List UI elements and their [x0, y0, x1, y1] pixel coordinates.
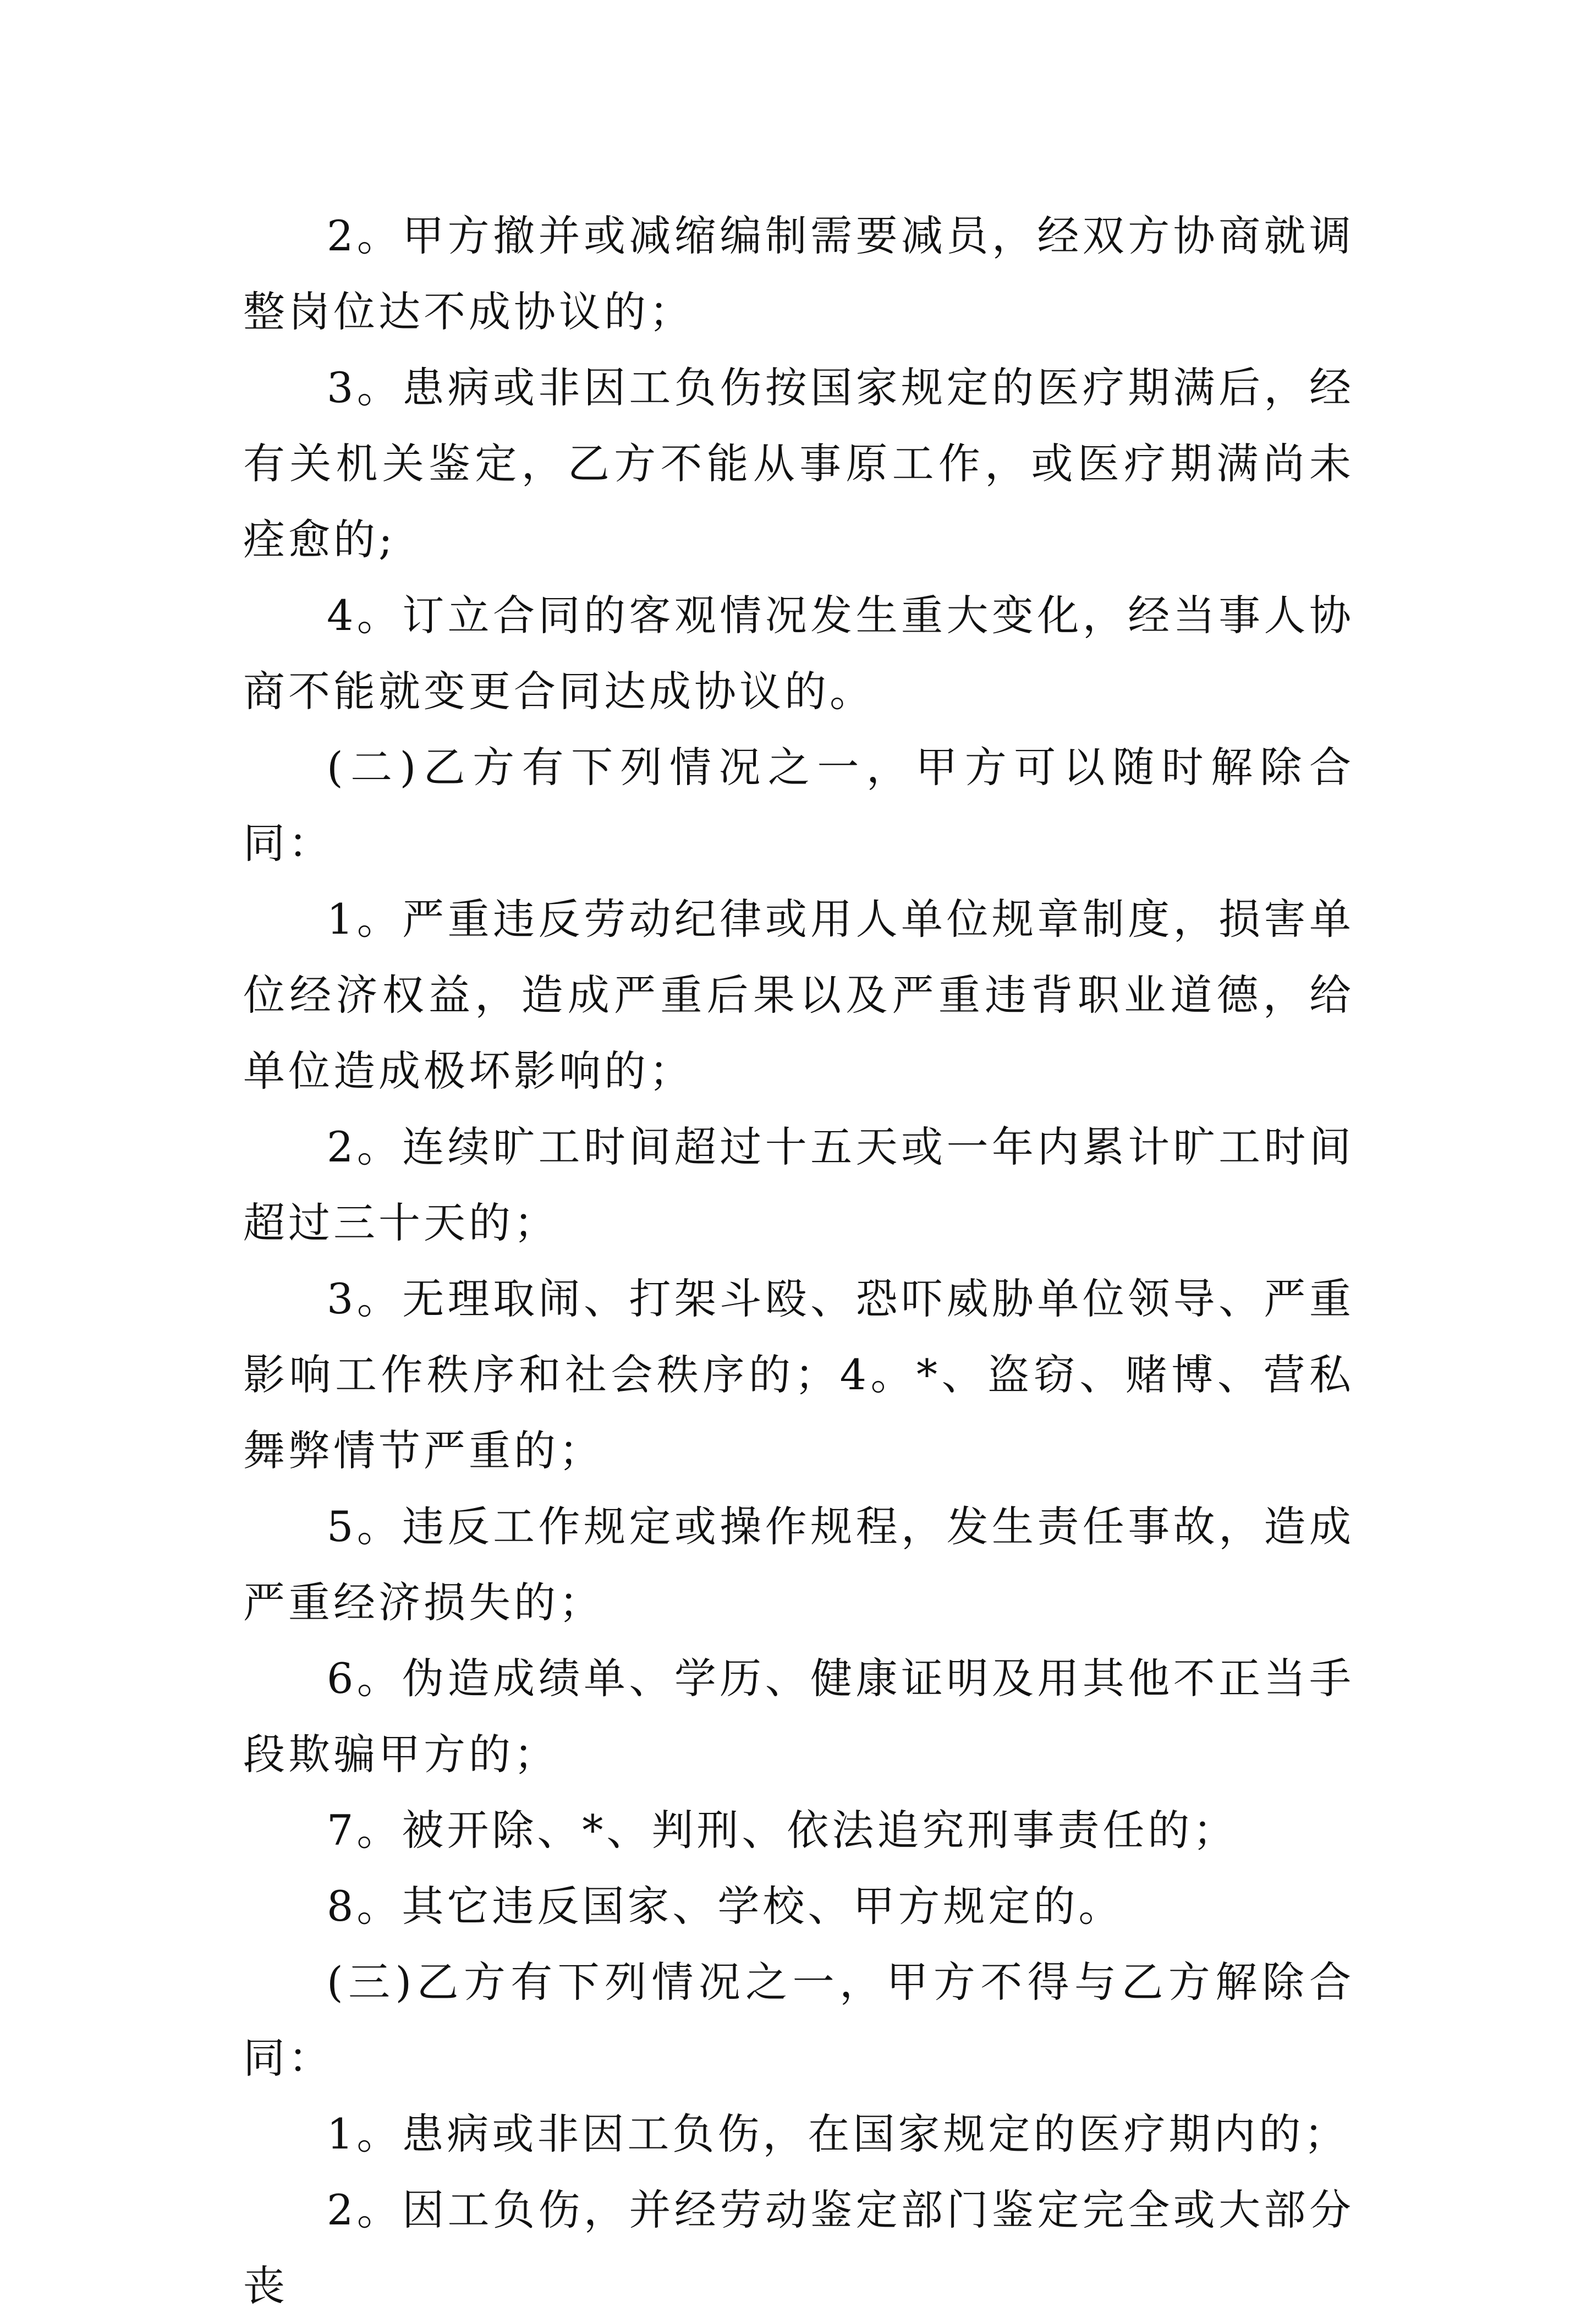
paragraph-3: 4。订立合同的客观情况发生重大变化，经当事人协商不能就变更合同达成协议的。 — [243, 591, 1354, 716]
paragraph-4: (二)乙方有下列情况之一，甲方可以随时解除合同： — [243, 743, 1354, 868]
paragraph-10: 7。被开除、*、判刑、依法追究刑事责任的； — [327, 1806, 1238, 1855]
paragraph-8: 5。违反工作规定或操作规程，发生责任事故，造成严重经济损失的； — [243, 1502, 1354, 1627]
paragraph-6: 2。连续旷工时间超过十五天或一年内累计旷工时间超过三十天的； — [243, 1122, 1354, 1247]
paragraph-1: 2。甲方撤并或减缩编制需要减员，经双方协商就调整岗位达不成协议的； — [243, 211, 1354, 336]
paragraph-12: (三)乙方有下列情况之一，甲方不得与乙方解除合同： — [243, 1958, 1354, 2082]
paragraph-7: 3。无理取闹、打架斗殴、恐吓威胁单位领导、严重影响工作秩序和社会秩序的；4。*、盗窃、赌博、营私舞弊情节严重的； — [243, 1274, 1354, 1475]
paragraph-2: 3。患病或非因工负伤按国家规定的医疗期满后，经有关机关鉴定，乙方不能从事原工作，或医疗期满尚未痊愈的; — [243, 363, 1354, 564]
paragraph-5: 1。严重违反劳动纪律或用人单位规章制度，损害单位经济权益，造成严重后果以及严重违背职业道德，给单位造成极坏影响的； — [243, 895, 1354, 1095]
document-body — [243, 198, 1354, 2324]
paragraph-9: 6。伪造成绩单、学历、健康证明及用其他不正当手段欺骗甲方的； — [243, 1654, 1354, 1779]
paragraph-13: 1。患病或非因工负伤，在国家规定的医疗期内的； — [327, 2109, 1349, 2158]
paragraph-14: 2。因工负伤，并经劳动鉴定部门鉴定完全或大部分丧 — [243, 2185, 1354, 2310]
paragraph-11: 8。其它违反国家、学校、甲方规定的。 — [327, 1882, 1124, 1931]
